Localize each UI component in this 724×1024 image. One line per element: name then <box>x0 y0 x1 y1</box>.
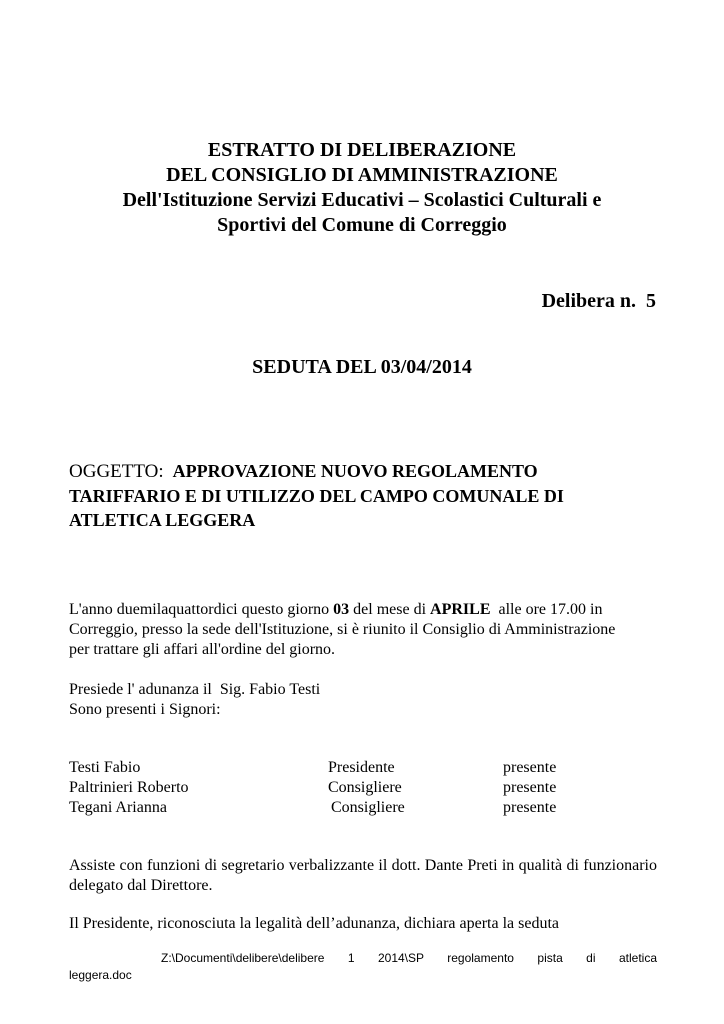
seduta-date: SEDUTA DEL 03/04/2014 <box>252 356 472 378</box>
document-footer <box>69 950 657 984</box>
oggetto-line-1: APPROVAZIONE NUOVO REGOLAMENTO <box>172 461 538 481</box>
member-role: Consigliere <box>328 779 402 796</box>
members-list <box>69 758 629 818</box>
anno-text: L'anno duemilaquattordici questo giorno <box>69 601 334 618</box>
member-role: Presidente <box>328 759 395 776</box>
footer-filename: leggera.doc <box>69 968 132 982</box>
footer-path: Z:\Documenti\delibere\delibere 1 2014\SP regolamento pista di atletica <box>161 951 657 965</box>
member-status: presente <box>503 779 557 796</box>
header-line-2: DEL CONSIGLIO DI AMMINISTRAZIONE <box>166 164 558 186</box>
presenti-intro: Sono presenti i Signori: <box>69 701 221 718</box>
opening-line-3: per trattare gli affari all'ordine del giorno. <box>69 641 336 658</box>
ora-text: alle ore 17.00 in <box>490 601 603 618</box>
presiede-section <box>69 680 320 720</box>
header-line-3: Dell'Istituzione Servizi Educativi – Scolastici Culturali e <box>122 189 602 211</box>
member-row <box>69 758 629 778</box>
member-status: presente <box>503 759 557 776</box>
member-status: presente <box>503 799 557 816</box>
member-row <box>69 798 629 818</box>
member-role: Consigliere <box>331 799 405 816</box>
mese-value: APRILE <box>430 601 491 618</box>
document-header <box>60 138 664 238</box>
member-name: Paltrinieri Roberto <box>69 779 189 796</box>
member-name: Tegani Arianna <box>69 799 167 816</box>
header-line-4: Sportivi del Comune di Correggio <box>217 214 507 236</box>
assiste-paragraph: Assiste con funzioni di segretario verbalizzante il dott. Dante Preti in qualità di funzionario delegato dal Direttore. <box>69 857 657 894</box>
mese-prefix: del mese di <box>349 601 431 618</box>
member-row <box>69 778 629 798</box>
oggetto-line-2: TARIFFARIO E DI UTILIZZO DEL CAMPO COMUNALE DI <box>69 486 564 506</box>
presiede-text: Presiede l' adunanza il Sig. Fabio Testi <box>69 681 321 698</box>
oggetto-section <box>69 459 649 532</box>
member-name: Testi Fabio <box>69 759 141 776</box>
opening-paragraph <box>69 600 657 660</box>
oggetto-label: OGGETTO: <box>69 461 164 482</box>
presidente-paragraph: Il Presidente, riconosciuta la legalità dell’adunanza, dichiara aperta la seduta <box>69 915 559 932</box>
opening-line-2: Correggio, presso la sede dell'Istituzione, si è riunito il Consiglio di Amministrazione <box>69 621 616 638</box>
oggetto-line-3: ATLETICA LEGGERA <box>69 510 256 530</box>
delibera-number: Delibera n. 5 <box>541 290 656 312</box>
giorno-value: 03 <box>333 601 350 618</box>
header-line-1: ESTRATTO DI DELIBERAZIONE <box>207 139 517 161</box>
